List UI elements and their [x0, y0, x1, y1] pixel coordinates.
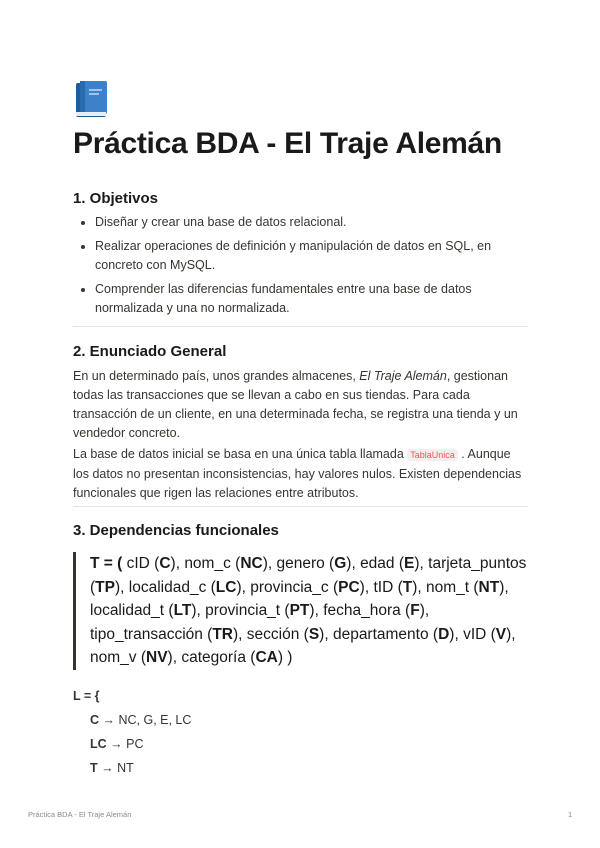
attribute-item: nom_c (NC),: [184, 555, 277, 572]
fd-lhs: C: [90, 713, 100, 727]
attribute-abbreviation: LC: [215, 578, 237, 596]
attribute-item: localidad_t (LT),: [90, 602, 206, 619]
attribute-item: tID (T),: [373, 578, 426, 596]
attribute-abbreviation: G: [334, 555, 347, 572]
inline-code-table-name: TablaUnica: [407, 449, 458, 461]
attribute-item: fecha_hora (F),: [323, 602, 430, 619]
enunciado-paragraph-2: La base de datos inicial se basa en una única tabla llamada TablaUnica . Aunque los datos no presentan inconsistencias, hay valores nulos. Existen dependencias funcionales que rigen las relaciones entre atributos.: [73, 447, 522, 500]
footer-page-number: 1: [568, 810, 573, 819]
attribute-item: departamento (D),: [332, 625, 464, 643]
blue-book-icon: [73, 79, 111, 119]
section-heading-objetivos: 1. Objetivos: [73, 190, 159, 207]
attribute-abbreviation: NT: [478, 578, 500, 596]
attribute-item: tarjeta_puntos (TP),: [90, 555, 527, 596]
fd-row: [73, 708, 191, 732]
attribute-abbreviation: TR: [212, 625, 234, 643]
attribute-item: localidad_c (LC),: [128, 578, 251, 596]
attribute-item: vID (V),: [463, 625, 516, 643]
arrow-icon: →: [106, 737, 127, 751]
attribute-abbreviation: D: [438, 625, 450, 643]
attribute-abbreviation: F: [410, 602, 420, 619]
attribute-abbreviation: LT: [173, 602, 192, 619]
fd-lhs: T: [90, 761, 98, 775]
attribute-abbreviation: E: [404, 555, 415, 572]
list-item: Comprender las diferencias fundamentales entre una base de datos normalizada y una no normalizada.: [73, 280, 528, 318]
fd-list: [73, 708, 191, 780]
attribute-abbreviation: S: [308, 625, 320, 643]
divider: [73, 326, 528, 327]
attribute-abbreviation: TP: [95, 578, 115, 596]
attribute-abbreviation: CA: [255, 649, 278, 666]
objetivos-list: [73, 213, 528, 323]
functional-dependency-set: [73, 684, 191, 780]
page-title: Práctica BDA - El Traje Alemán: [73, 127, 502, 160]
attribute-item: cID (C),: [126, 555, 185, 572]
attribute-abbreviation: V: [495, 625, 507, 643]
relation-schema-quote: T = ( cID (C), nom_c (NC), genero (G), edad (E), tarjeta_puntos (TP), localidad_c (LC), provincia_c (PC), tID (T), nom_t (NT), localidad_t (LT), provincia_t (PT), fecha_hora (F), tipo_transacción (TR), sección (S), departamento (D), vID (V), nom_v (NV), categoría (CA) ): [73, 552, 528, 670]
fd-rhs: NT: [117, 761, 134, 775]
store-name-emphasis: El Traje Alemán: [359, 369, 447, 383]
list-item: Realizar operaciones de definición y manipulación de datos en SQL, en concreto con MySQL.: [73, 237, 528, 275]
attribute-item: categoría (CA): [181, 649, 283, 666]
attribute-item: tipo_transacción (TR),: [90, 625, 247, 643]
fd-row: [73, 756, 191, 780]
attribute-abbreviation: PT: [289, 602, 310, 619]
fd-rhs: PC: [126, 737, 144, 751]
attribute-item: edad (E),: [360, 555, 429, 572]
attribute-item: genero (G),: [276, 555, 361, 572]
attribute-abbreviation: NC: [240, 555, 263, 572]
attribute-item: sección (S),: [246, 625, 333, 643]
arrow-icon: →: [97, 761, 118, 775]
section-heading-enunciado: 2. Enunciado General: [73, 343, 227, 360]
divider: [73, 506, 528, 507]
attribute-item: provincia_t (PT),: [205, 602, 324, 619]
fd-lhs: LC: [90, 737, 107, 751]
list-item: Diseñar y crear una base de datos relacional.: [73, 213, 528, 232]
attribute-item: provincia_c (PC),: [250, 578, 374, 596]
attribute-list: [90, 555, 526, 666]
attribute-item: nom_t (NT),: [425, 578, 509, 596]
attribute-abbreviation: PC: [338, 578, 360, 596]
fd-rhs: NC, G, E, LC: [118, 713, 192, 727]
enunciado-paragraph-1: En un determinado país, unos grandes almacenes, El Traje Alemán, gestionan todas las transacciones que se llevan a cabo en sus tiendas. Para cada transacción de un cliente, en una determinada fecha, se registra una tienda y un vendedor concreto.: [73, 369, 518, 440]
attribute-abbreviation: C: [159, 555, 171, 572]
arrow-icon: →: [99, 713, 119, 727]
section-heading-dependencias: 3. Dependencias funcionales: [73, 522, 279, 539]
attribute-abbreviation: NV: [146, 649, 168, 666]
attribute-abbreviation: T: [402, 578, 413, 596]
attribute-item: nom_v (NV),: [90, 649, 182, 666]
l-set-open: L = {: [73, 689, 100, 703]
fd-row: [73, 732, 191, 756]
footer-doc-title: Práctica BDA - El Traje Alemán: [28, 810, 132, 819]
